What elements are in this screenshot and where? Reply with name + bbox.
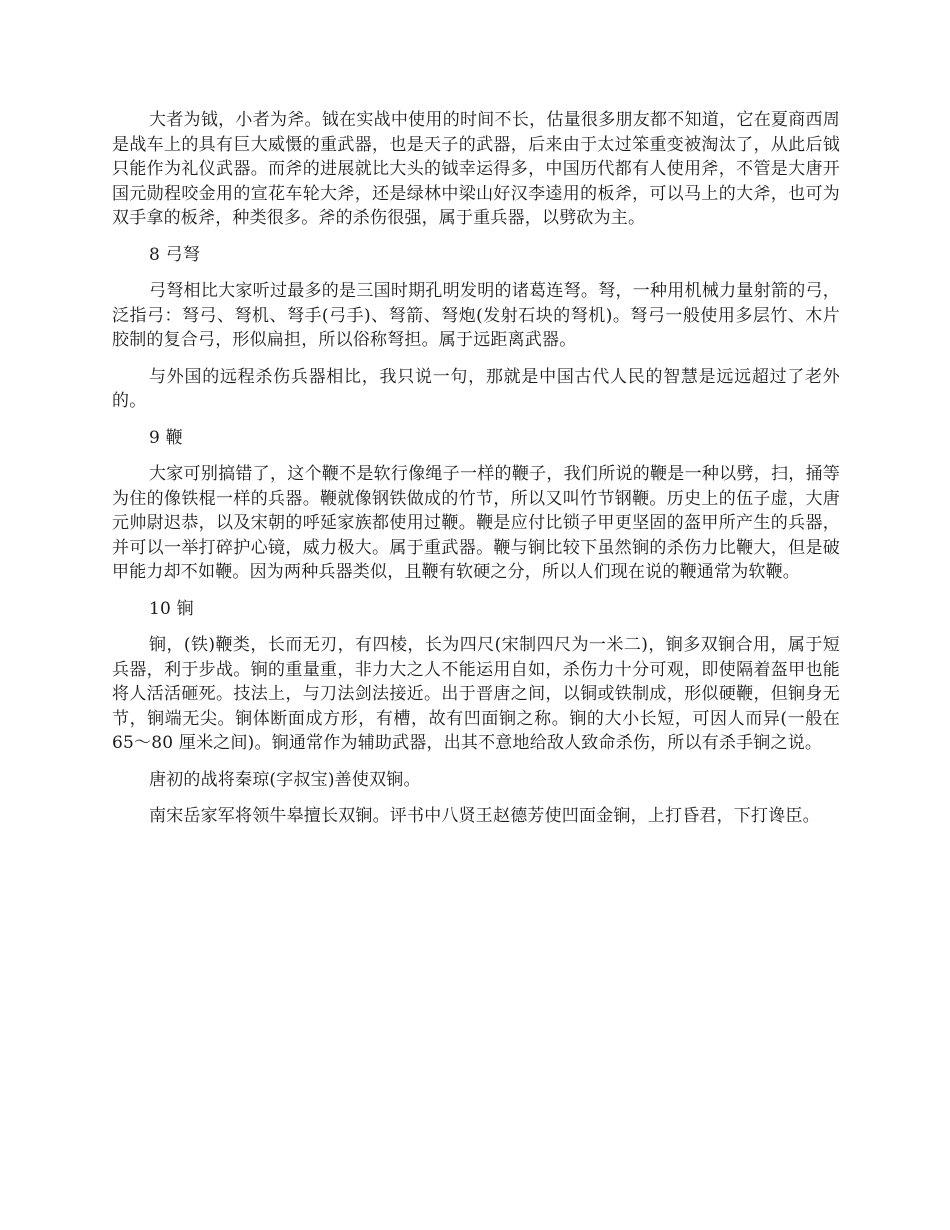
paragraph-crossbow-comparison: 与外国的远程杀伤兵器相比，我只说一句，那就是中国古代人民的智慧是远远超过了老外的。 [112,366,840,411]
paragraph-crossbow: 弓弩相比大家听过最多的是三国时期孔明发明的诸葛连弩。弩，一种用机械力量射箭的弓，泛指弓：弩弓、弩机、弩手(弓手)、弩箭、弩炮(发射石块的弩机)。弩弓一般使用多层竹、木片胶制的复合弓，形似扁担，所以俗称弩担。属于远距离武器。 [112,281,840,350]
paragraph-niu-gao: 南宋岳家军将领牛皋擅长双锏。评书中八贤王赵德芳使凹面金锏，上打昏君，下打谗臣。 [149,806,820,826]
section-heading-mace: 10 锏 [149,598,194,619]
document-body [112,108,840,841]
paragraph-qin-qiong: 唐初的战将秦琼(字叔宝)善使双锏。 [149,769,421,790]
section-heading-whip: 9 鞭 [149,427,183,448]
section-heading-crossbow: 8 弓弩 [149,244,201,265]
paragraph-axe: 大者为钺，小者为斧。钺在实战中使用的时间不长，估量很多朋友都不知道，它在夏商西周是战车上的具有巨大威慑的重武器，也是天子的武器，后来由于太过笨重变被淘汰了，从此后钺只能作为礼仪武器。而斧的进展就比大头的钺幸运得多，中国历代都有人使用斧，不管是大唐开国元勋程咬金用的宣花车轮大斧，还是绿林中梁山好汉李逵用的板斧，可以马上的大斧，也可为双手拿的板斧，种类很多。斧的杀伤很强，属于重兵器，以劈砍为主。 [112,110,840,228]
paragraph-mace: 锏，(铁)鞭类，长而无刃，有四棱，长为四尺(宋制四尺为一米二)，锏多双锏合用，属于短兵器，利于步战。锏的重量重，非力大之人不能运用自如，杀伤力十分可观，即使隔着盔甲也能将人活活砸死。技法上，与刀法剑法接近。出于晋唐之间，以铜或铁制成，形似硬鞭，但锏身无节，锏端无尖。锏体断面成方形，有槽，故有凹面锏之称。锏的大小长短，可因人而异(一般在 65～80 厘米之间)。锏通常作为辅助武器，出其不意地给敌人致命杀伤，所以有杀手锏之说。 [112,635,840,753]
paragraph-whip: 大家可别搞错了，这个鞭不是软行像绳子一样的鞭子，我们所说的鞭是一种以劈，扫，捅等为住的像铁棍一样的兵器。鞭就像钢铁做成的竹节，所以又叫竹节钢鞭。历史上的伍子虚，大唐元帅尉迟恭，以及宋朝的呼延家族都使用过鞭。鞭是应付比锁子甲更坚固的盔甲所产生的兵器，并可以一举打碎护心镜，威力极大。属于重武器。鞭与锏比较下虽然锏的杀伤力比鞭大，但是破甲能力却不如鞭。因为两种兵器类似，且鞭有软硬之分，所以人们现在说的鞭通常为软鞭。 [112,464,840,582]
